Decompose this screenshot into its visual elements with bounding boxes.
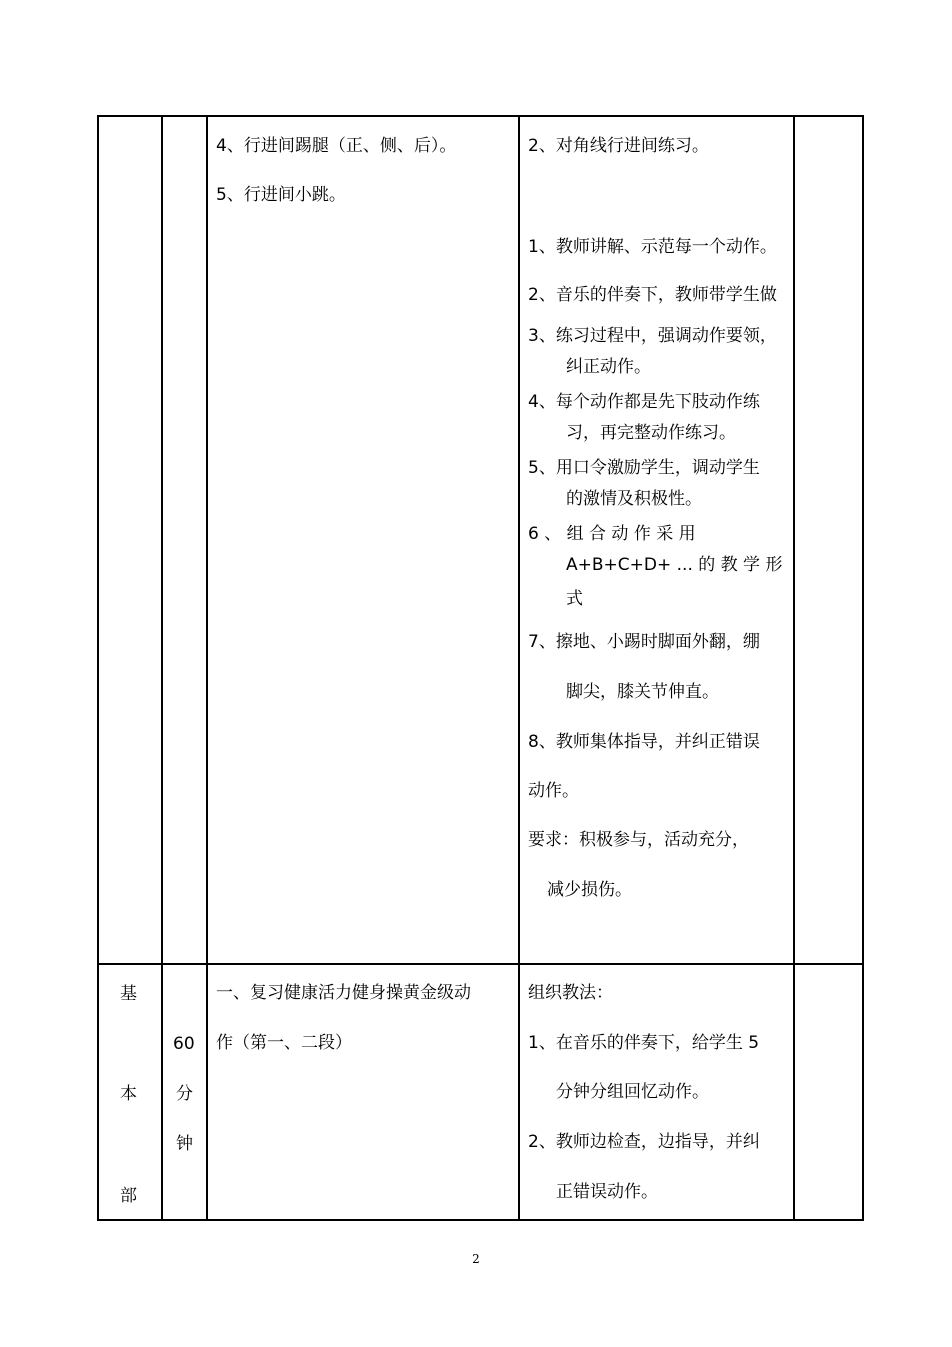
method-item: 2、音乐的伴奏下，教师带学生做 [528,285,777,305]
column-divider [206,117,208,1219]
method-item: 1、教师讲解、示范每一个动作。 [528,237,777,257]
method-item-cont: A+B+C+D+ ... 的 教 学 形 [566,555,783,575]
content-item: 作（第一、二段） [216,1033,352,1053]
requirement: 要求：积极参与，活动充分， [528,830,749,850]
content-item: 一、复习健康活力健身操黄金级动 [216,983,471,1003]
column-divider [161,117,163,1219]
row-divider [99,963,862,965]
content-item: 4、行进间踢腿（正、侧、后）。 [216,136,457,156]
part-label-char: 部 [120,1186,137,1206]
method-item-cont: 正错误动作。 [556,1182,658,1202]
method-item-cont: 动作。 [528,781,579,801]
method-item: 2、教师边检查，边指导，并纠 [528,1132,760,1152]
method-item: 8、教师集体指导，并纠正错误 [528,732,760,752]
column-divider [793,117,795,1219]
method-item-cont: 式 [566,589,583,609]
method-item: 5、用口令激励学生，调动学生 [528,458,760,478]
method-item: 4、每个动作都是先下肢动作练 [528,392,760,412]
lesson-plan-table [97,115,864,1221]
page-number: 2 [472,1252,480,1266]
part-label-char: 基 [120,984,137,1004]
part-label-char: 本 [120,1084,137,1104]
content-item: 5、行进间小跳。 [216,185,346,205]
method-item: 3、练习过程中，强调动作要领， [528,326,777,346]
time-unit-char: 钟 [176,1134,193,1154]
method-item-cont: 纠正动作。 [566,357,651,377]
method-item: 6 、 组 合 动 作 采 用 [528,524,696,544]
time-value: 60 [173,1034,195,1054]
method-item-cont: 习，再完整动作练习。 [566,423,736,443]
method-item-cont: 分钟分组回忆动作。 [556,1082,709,1102]
method-item-cont: 的激情及积极性。 [566,489,702,509]
method-heading: 组织教法： [528,983,613,1003]
method-item: 2、对角线行进间练习。 [528,136,709,156]
column-divider [518,117,520,1219]
time-unit-char: 分 [176,1084,193,1104]
method-item: 1、在音乐的伴奏下，给学生 5 [528,1033,760,1053]
method-item: 7、擦地、小踢时脚面外翻，绷 [528,632,760,652]
method-item-cont: 脚尖，膝关节伸直。 [566,682,719,702]
requirement-cont: 减少损伤。 [547,880,632,900]
